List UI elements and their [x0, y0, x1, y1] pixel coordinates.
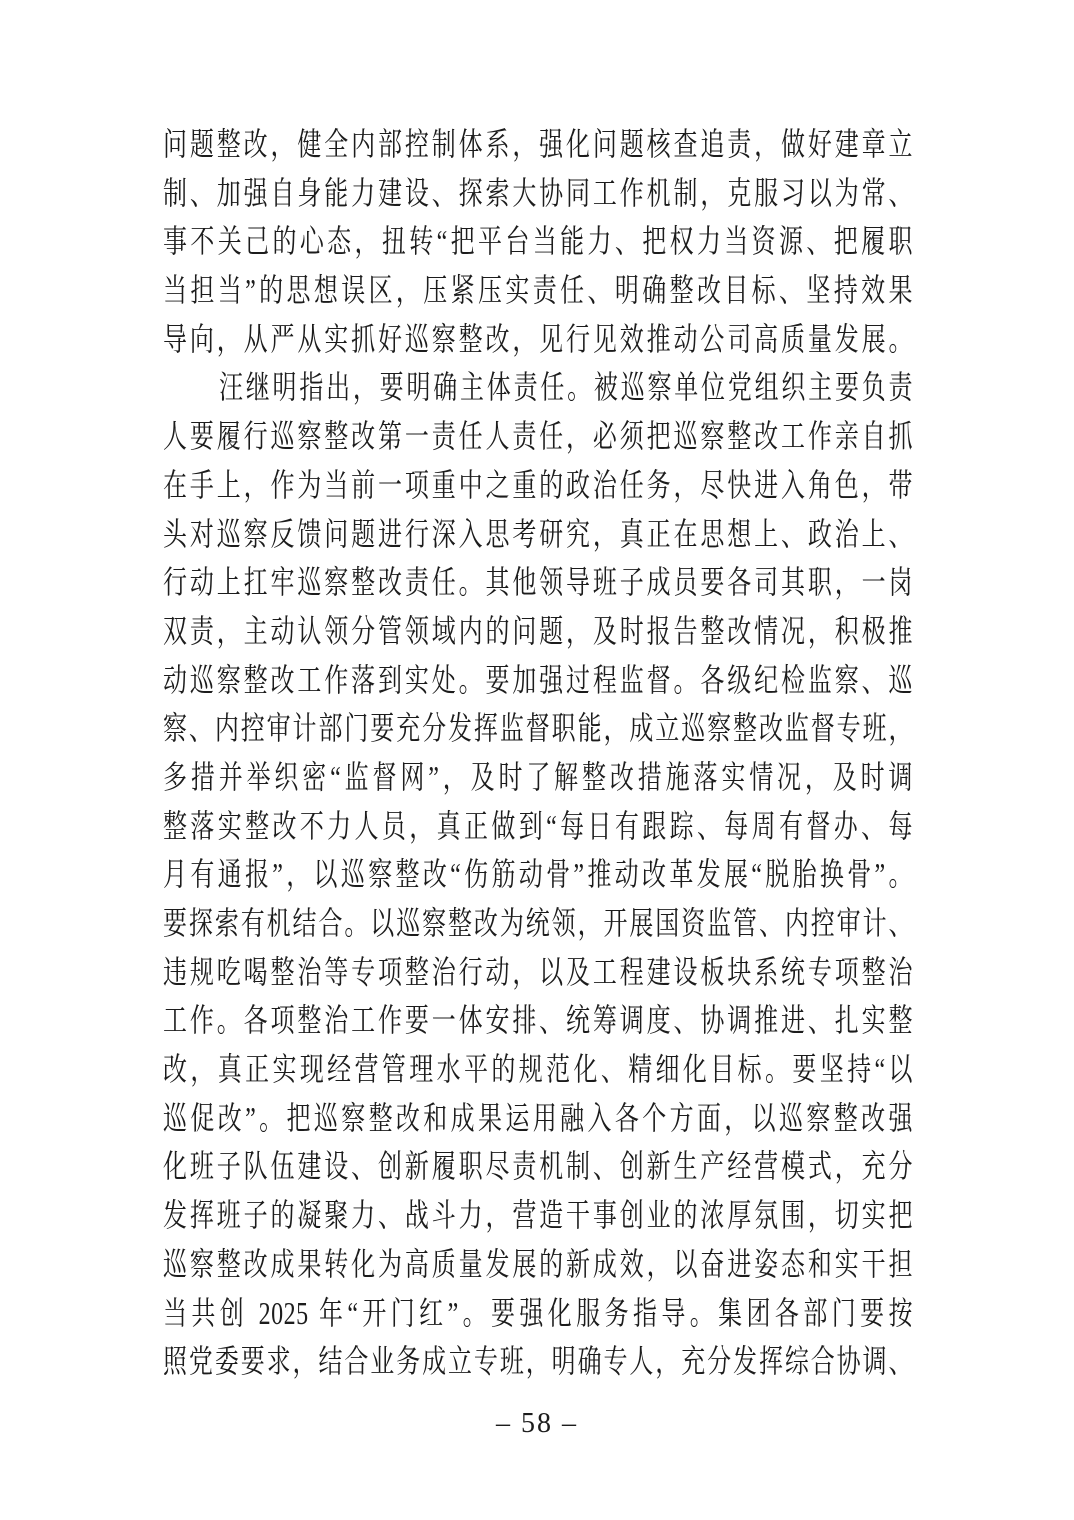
text-line: 当担当”的思想误区，压紧压实责任、明确整改目标、坚持效果: [163, 274, 913, 310]
paragraph-continued: [163, 122, 913, 365]
text-line: 巡察整改成果转化为高质量发展的新成效，以奋进姿态和实干担: [163, 1248, 913, 1283]
text-line: 工作。各项整治工作要一体安排、统筹调度、协调推进、扎实整: [163, 1005, 913, 1040]
body-text: [163, 122, 913, 1388]
text-line: 整落实整改不力人员，真正做到“每日有跟踪、每周有督办、每: [163, 810, 913, 845]
text-line: 改，真正实现经营管理水平的规范化、精细化目标。要坚持“以: [163, 1053, 913, 1089]
text-line: 要探索有机结合。以巡察整改为统领，开展国资监管、内控审计、: [163, 907, 913, 943]
text-line: 行动上扛牢巡察整改责任。其他领导班子成员要各司其职，一岗: [163, 566, 913, 602]
text-line: 动巡察整改工作落到实处。要加强过程监督。各级纪检监察、巡: [163, 664, 913, 699]
text-line: 巡促改”。把巡察整改和成果运用融入各个方面，以巡察整改强: [163, 1102, 913, 1137]
text-line: 多措并举织密“监督网”，及时了解整改措施落实情况，及时调: [163, 761, 913, 796]
text-line: 照党委要求，结合业务成立专班，明确专人，充分发挥综合协调、: [163, 1345, 913, 1381]
text-line: 导向，从严从实抓好巡察整改，见行见效推动公司高质量发展。: [163, 323, 913, 358]
text-line: 汪继明指出，要明确主体责任。被巡察单位党组织主要负责: [219, 372, 913, 407]
text-line: 头对巡察反馈问题进行深入思考研究，真正在思想上、政治上、: [163, 518, 913, 553]
text-line: 制、加强自身能力建设、探索大协同工作机制，克服习以为常、: [163, 177, 913, 212]
text-line: 问题整改，健全内部控制体系，强化问题核查追责，做好建章立: [163, 128, 913, 164]
page-number: – 58 –: [496, 1408, 578, 1439]
text-line: 事不关己的心态，扭转“把平台当能力、把权力当资源、把履职: [163, 226, 913, 261]
text-line: 化班子队伍建设、创新履职尽责机制、创新生产经营模式，充分: [163, 1151, 913, 1186]
text-line: 双责，主动认领分管领域内的问题，及时报告整改情况，积极推: [163, 615, 913, 650]
text-line: 在手上，作为当前一项重中之重的政治任务，尽快进入角色，带: [163, 469, 913, 504]
text-line: 发挥班子的凝聚力、战斗力，营造干事创业的浓厚氛围，切实把: [163, 1199, 913, 1235]
paragraph: [163, 365, 913, 1387]
text-line: 当共创 2025 年“开门红”。要强化服务指导。集团各部门要按: [163, 1297, 913, 1332]
text-line: 察、内控审计部门要充分发挥监督职能，成立巡察整改监督专班，: [163, 712, 913, 748]
text-line: 人要履行巡察整改第一责任人责任，必须把巡察整改工作亲自抓: [163, 420, 913, 456]
text-line: 违规吃喝整治等专项整治行动，以及工程建设板块系统专项整治: [163, 956, 913, 991]
text-line: 月有通报”，以巡察整改“伤筋动骨”推动改革发展“脱胎换骨”。: [163, 859, 913, 894]
